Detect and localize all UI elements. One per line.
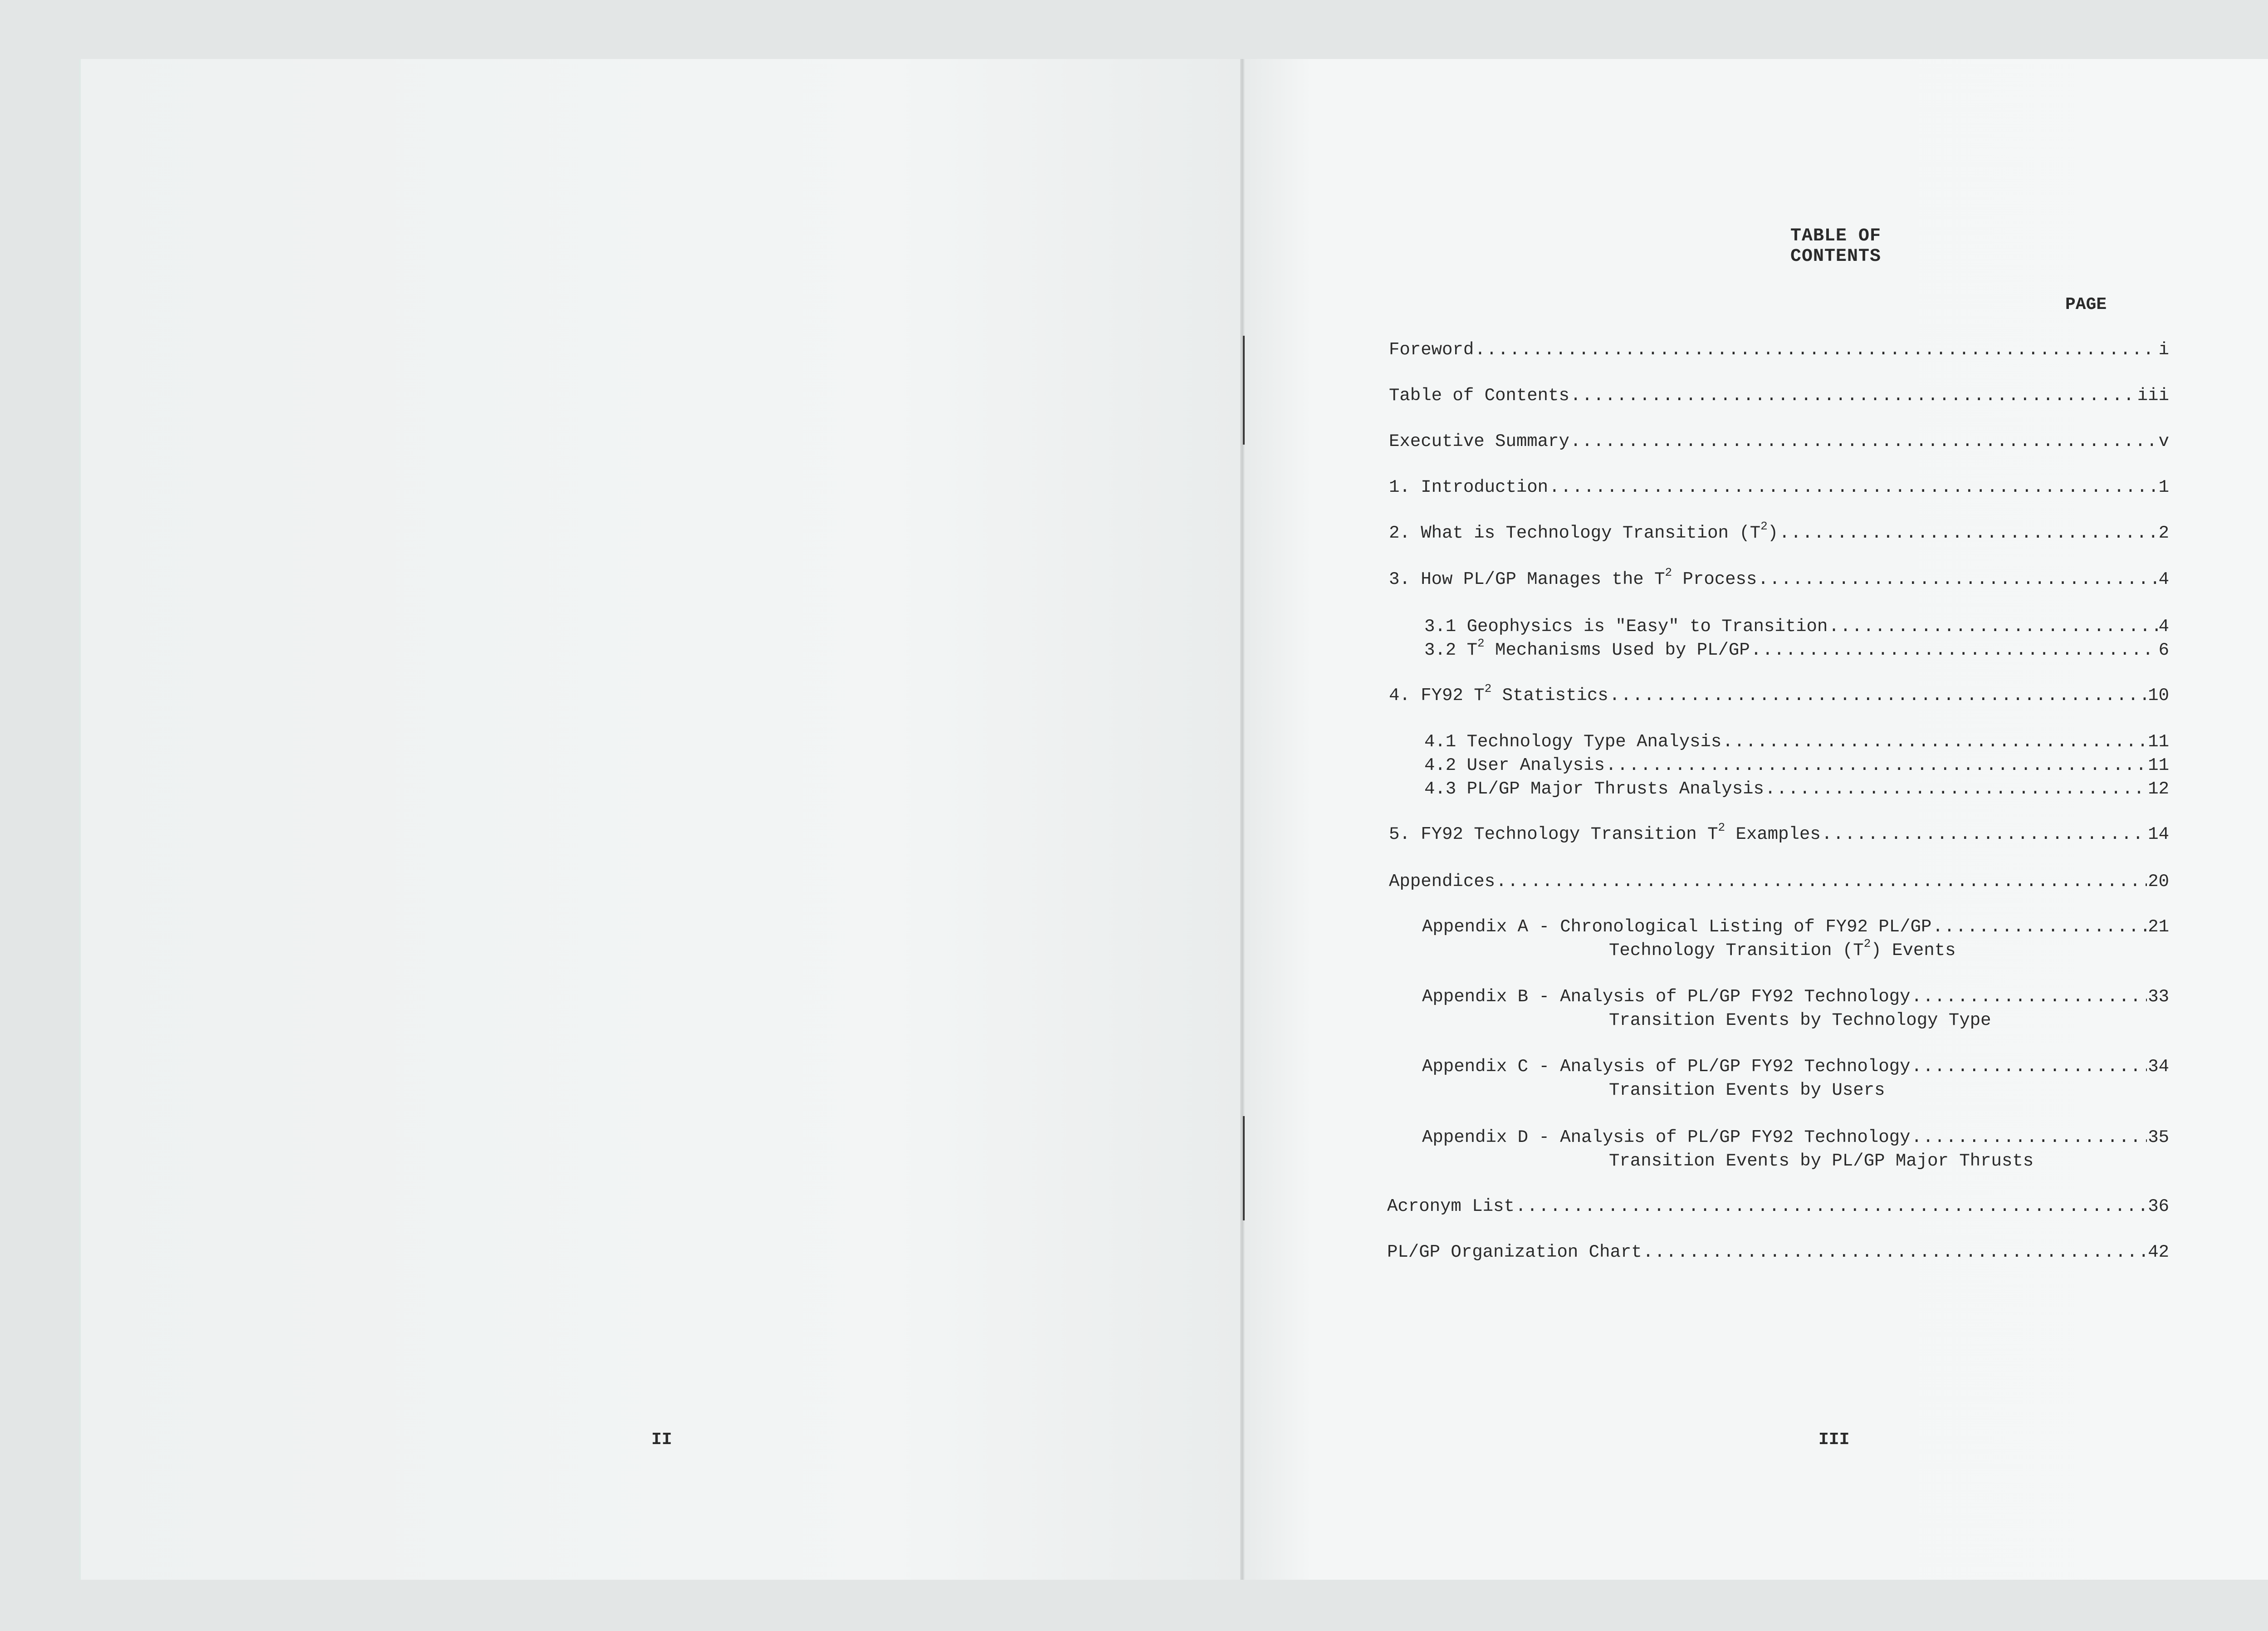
dot-leader xyxy=(1911,1129,2147,1146)
toc-entry-4-1[interactable]: 4.1 Technology Type Analysis ..... 11 xyxy=(1424,733,2169,751)
toc-entry-4-2[interactable]: 4.2 User Analysis ..... 11 xyxy=(1424,757,2169,774)
toc-entry-appendix-c-continuation: Transition Events by Users xyxy=(1609,1080,1885,1100)
right-page-number: III xyxy=(1818,1430,1850,1450)
toc-title: TABLE OF CONTENTS xyxy=(1790,226,1882,267)
dot-leader xyxy=(1911,988,2147,1006)
toc-entry-executive-summary[interactable]: Executive Summary ..... v xyxy=(1389,433,2169,451)
dot-leader xyxy=(1606,757,2147,774)
dot-leader xyxy=(1765,780,2147,798)
toc-entry-fy92-statistics[interactable]: 4. FY92 $T^2$ Statistics ..... 10 xyxy=(1389,687,2169,705)
dot-leader xyxy=(1758,571,2157,588)
dot-leader xyxy=(1828,618,2157,636)
dot-leader xyxy=(1932,918,2147,936)
toc-entry-appendix-a-continuation: Technology Transition $(T^2)$ Events xyxy=(1609,937,1956,960)
toc-entry-what-is-t2[interactable]: 2. What is Technology Transition $(T^2)$ ..... 2 xyxy=(1389,524,2169,542)
dot-leader xyxy=(1751,642,2158,659)
binding-staple xyxy=(1243,336,1245,445)
toc-entry-3-2[interactable]: 3.2 $T^2$ Mechanisms Used by PL/GP ..... 6 xyxy=(1424,642,2169,659)
dot-leader xyxy=(1549,479,2158,496)
toc-entry-organization-chart[interactable]: PL/GP Organization Chart ..... 42 xyxy=(1387,1244,2169,1261)
toc-entry-appendix-d-continuation: Transition Events by PL/GP Major Thrusts xyxy=(1609,1151,2034,1171)
dot-leader xyxy=(1609,687,2147,705)
book-spine xyxy=(1240,59,1245,1580)
toc-entry-3-1[interactable]: 3.1 Geophysics is "Easy" to Transition ..... 4 xyxy=(1424,618,2169,636)
toc-entry-table-of-contents[interactable]: Table of Contents ..... iii xyxy=(1389,387,2169,405)
toc-entry-appendix-b[interactable]: Appendix B - Analysis of PL/GP FY92 Technology ..... 33 xyxy=(1422,988,2169,1006)
left-page xyxy=(81,59,1242,1580)
toc-entry-4-3[interactable]: 4.3 PL/GP Major Thrusts Analysis ..... 12 xyxy=(1424,780,2169,798)
dot-leader xyxy=(1643,1244,2147,1261)
toc-entry-appendix-c[interactable]: Appendix C - Analysis of PL/GP FY92 Technology ..... 34 xyxy=(1422,1058,2169,1076)
dot-leader xyxy=(1911,1058,2147,1076)
dot-leader xyxy=(1822,826,2147,843)
dot-leader xyxy=(1722,733,2147,751)
toc-entry-appendix-d[interactable]: Appendix D - Analysis of PL/GP FY92 Technology ..... 35 xyxy=(1422,1129,2169,1146)
toc-entry-foreword[interactable]: Foreword ..... i xyxy=(1389,341,2169,359)
toc-entry-appendices[interactable]: Appendices ..... 20 xyxy=(1389,873,2169,891)
dot-leader xyxy=(1570,433,2158,451)
toc-entry-appendix-a[interactable]: Appendix A - Chronological Listing of FY92 PL/GP ..... 21 xyxy=(1422,918,2169,936)
dot-leader xyxy=(1779,524,2157,542)
right-page xyxy=(1242,59,2268,1580)
toc-entry-acronym-list[interactable]: Acronym List ..... 36 xyxy=(1387,1198,2169,1215)
toc-entry-how-plgp-manages[interactable]: 3. How PL/GP Manages the $T^2$ Process ..... 4 xyxy=(1389,571,2169,588)
toc-entry-fy92-examples[interactable]: 5. FY92 Technology Transition $T^2$ Examples ..... 14 xyxy=(1389,826,2169,843)
page-column-header: PAGE xyxy=(2065,295,2107,314)
dot-leader xyxy=(1515,1198,2147,1215)
left-page-number: II xyxy=(651,1430,672,1450)
dot-leader xyxy=(1496,873,2147,891)
toc-entry-appendix-b-continuation: Transition Events by Technology Type xyxy=(1609,1010,1991,1030)
toc-entry-introduction[interactable]: 1. Introduction ..... 1 xyxy=(1389,479,2169,496)
binding-staple xyxy=(1243,1116,1245,1220)
dot-leader xyxy=(1570,387,2136,405)
dot-leader xyxy=(1475,341,2157,359)
